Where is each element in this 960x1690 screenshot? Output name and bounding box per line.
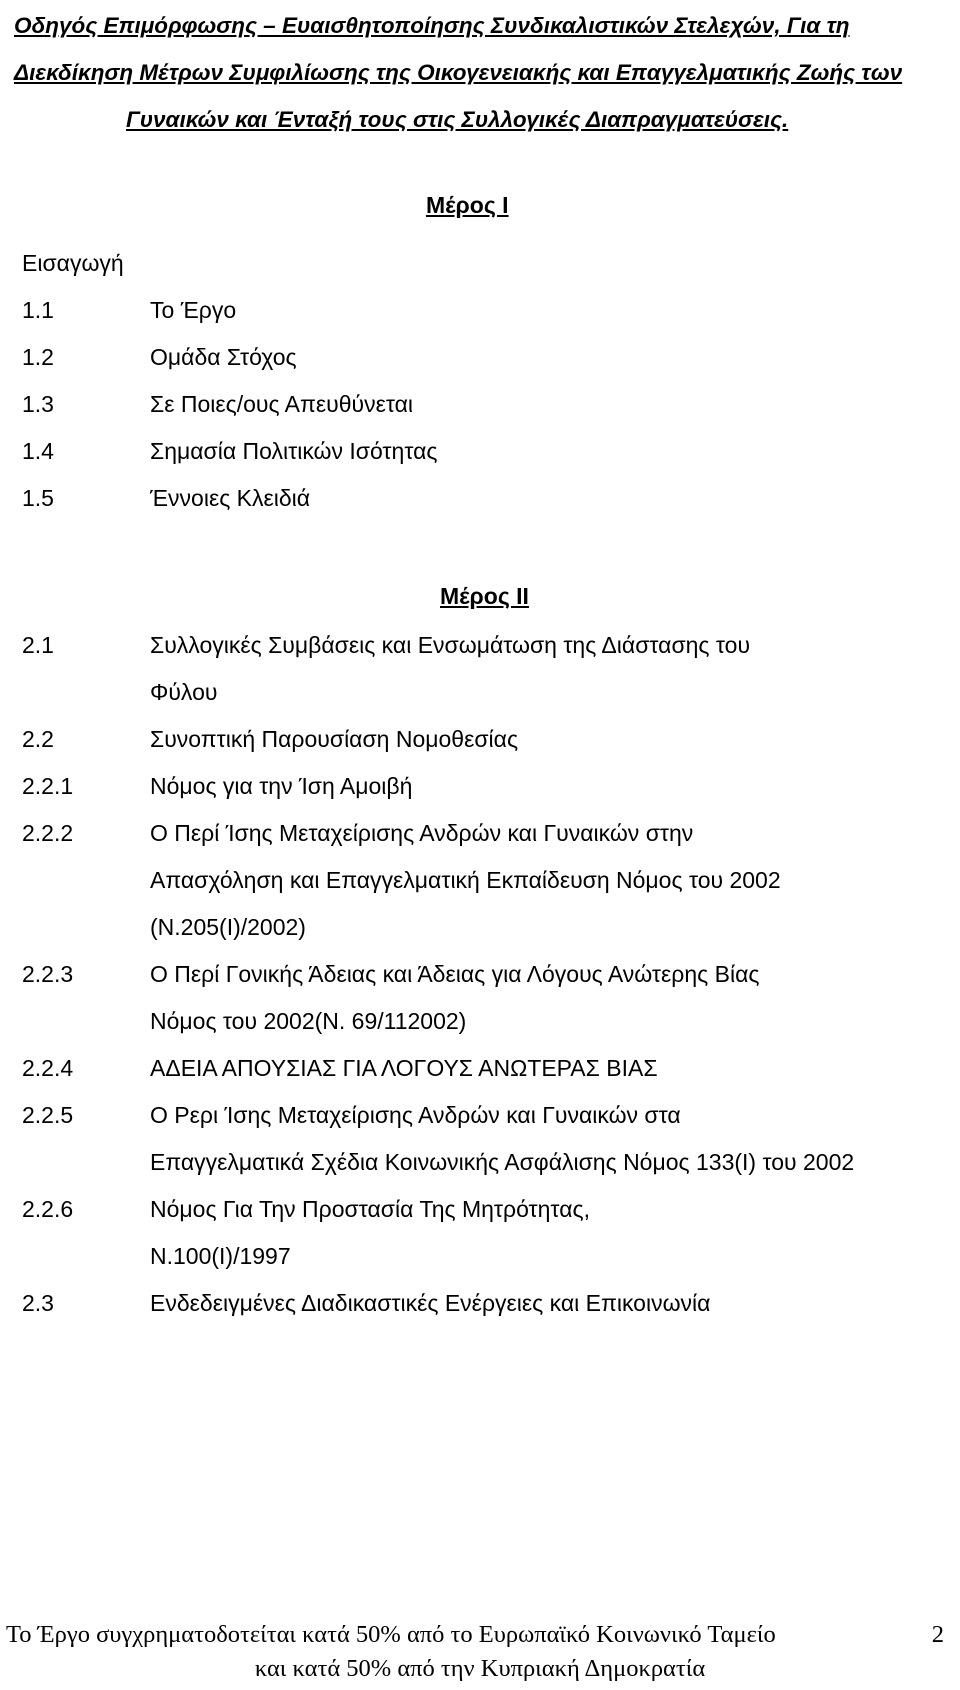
- toc-text-cont: Νόμος του 2002(Ν. 69/112002): [150, 1008, 467, 1034]
- toc-text: Συνοπτική Παρουσίαση Νομοθεσίας: [150, 726, 519, 752]
- toc-text-cont: Απασχόληση και Επαγγελματική Εκπαίδευση Νόμος του 2002: [150, 867, 781, 893]
- toc-text-cont: Φύλου: [150, 679, 218, 705]
- toc-number: 1.5: [22, 485, 54, 511]
- toc-text: ΑΔΕΙΑ ΑΠΟΥΣΙΑΣ ΓΙΑ ΛΟΓΟΥΣ ΑΝΩΤΕΡΑΣ ΒΙΑΣ: [150, 1055, 658, 1081]
- toc-number: 2.2: [22, 726, 54, 752]
- toc-number: 2.3: [22, 1290, 54, 1316]
- toc-text: Συλλογικές Συμβάσεις και Ενσωμάτωση της Διάστασης του: [150, 632, 751, 658]
- toc-number: 2.2.5: [22, 1102, 74, 1128]
- toc-number: 2.2.4: [22, 1055, 74, 1081]
- title-line-1: Οδηγός Επιμόρφωσης – Ευαισθητοποίησης Συνδικαλιστικών Στελεχών, Για τη: [14, 13, 850, 38]
- toc-text-cont: (Ν.205(Ι)/2002): [150, 914, 306, 940]
- toc-number: 2.2.3: [22, 961, 74, 987]
- toc-text: Σε Ποιες/ους Απευθύνεται: [150, 391, 414, 417]
- part-1-heading: Μέρος Ι: [426, 192, 509, 218]
- toc-text: Ο Περί Γονικής Άδειας και Άδειας για Λόγους Ανώτερης Βίας: [150, 961, 760, 987]
- toc-text: Έννοιες Κλειδιά: [150, 485, 311, 511]
- toc-text: Νόμος για την Ίση Αμοιβή: [150, 773, 413, 799]
- toc-number: 2.1: [22, 632, 54, 658]
- toc-text-cont: Ν.100(Ι)/1997: [150, 1243, 291, 1269]
- toc-number: 2.2.2: [22, 820, 74, 846]
- document-title: [14, 2, 944, 143]
- toc-text: Ο Περί Ίσης Μεταχείρισης Ανδρών και Γυναικών στην: [150, 820, 694, 846]
- toc-text: Σημασία Πολιτικών Ισότητας: [150, 438, 438, 464]
- part-2-heading: Μέρος ΙΙ: [440, 583, 529, 609]
- toc-number: 1.1: [22, 297, 54, 323]
- toc-text: Ενδεδειγμένες Διαδικαστικές Ενέργειες και Επικοινωνία: [150, 1290, 711, 1316]
- toc-text: Νόμος Για Την Προστασία Της Μητρότητας,: [150, 1196, 590, 1222]
- toc-text: Ο Ρερι Ίσης Μεταχείρισης Ανδρών και Γυναικών στα: [150, 1102, 681, 1128]
- toc-number: 1.2: [22, 344, 54, 370]
- footer-line-2: και κατά 50% από την Κυπριακή Δημοκρατία: [254, 1655, 706, 1682]
- toc-number: 2.2.6: [22, 1196, 74, 1222]
- toc-text: Το Έργο: [150, 297, 237, 323]
- intro-heading: Εισαγωγή: [22, 250, 124, 276]
- toc-number: 1.4: [22, 438, 54, 464]
- toc-text: Ομάδα Στόχος: [150, 344, 297, 370]
- footer-line-1: Το Έργο συγχρηματοδοτείται κατά 50% από το Ευρωπαϊκό Κοινωνικό Ταμείο: [6, 1621, 776, 1648]
- toc-text-cont: Επαγγελματικά Σχέδια Κοινωνικής Ασφάλισης Νόμος 133(Ι) του 2002: [150, 1149, 855, 1175]
- toc-number: 1.3: [22, 391, 54, 417]
- page-number: 2: [931, 1621, 944, 1648]
- toc-number: 2.2.1: [22, 773, 74, 799]
- title-line-3: Γυναικών και Ένταξή τους στις Συλλογικές Διαπραγματεύσεις.: [126, 107, 789, 132]
- title-line-2: Διεκδίκηση Μέτρων Συμφιλίωσης της Οικογενειακής και Επαγγελματικής Ζωής των: [14, 60, 903, 85]
